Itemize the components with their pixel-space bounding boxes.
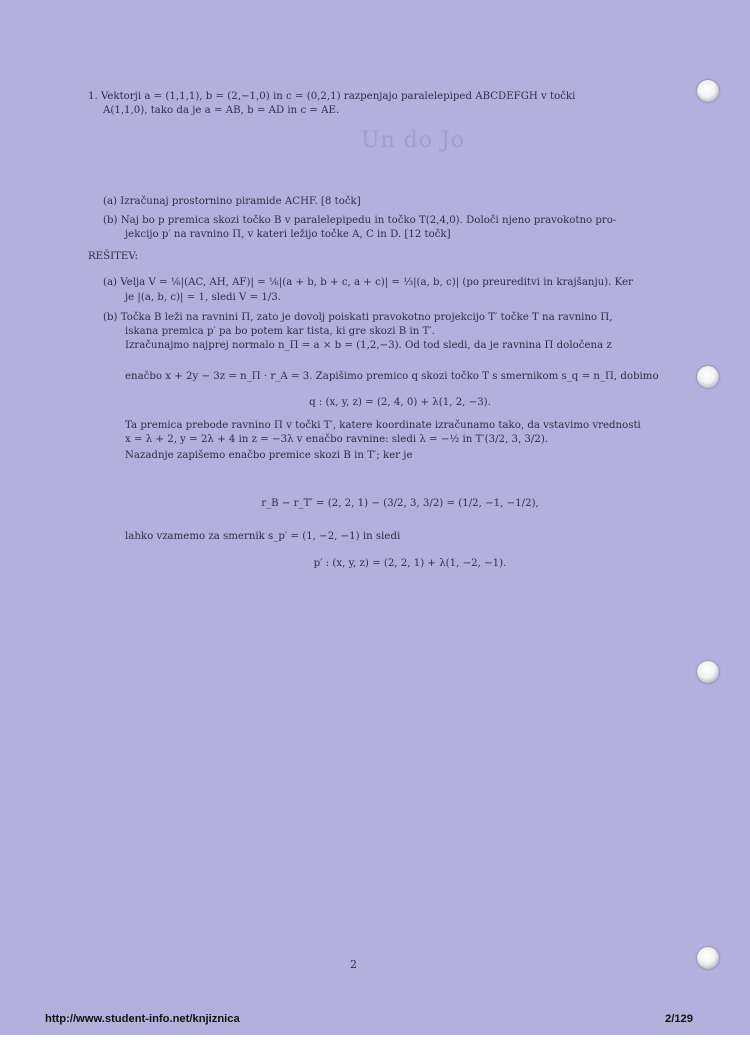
solution-b-line-3: Izračunajmo najprej normalo n_Π = a × b = (1,2,−3). Od tod sledi, da je ravnina Π določena z bbox=[125, 340, 612, 351]
solution-a-line-1: (a) Velja V = ⅙|(AC, AH, AF)| = ⅙|(a + b, b + c, a + c)| = ⅓|(a, b, c)| (po preureditvi in krajšanju). Ker bbox=[103, 277, 633, 288]
solution-b-line-5: Ta premica prebode ravnino Π v točki T′, katere koordinate izračunamo tako, da vstavimo vrednosti bbox=[125, 420, 641, 431]
solution-b-line-6: x = λ + 2, y = 2λ + 4 in z = −3λ v enačbo ravnine: sledi λ = −½ in T′(3/2, 3, 3/2). bbox=[125, 434, 549, 445]
equation-q: q : (x, y, z) = (2, 4, 0) + λ(1, 2, −3). bbox=[309, 397, 491, 408]
solution-b-line-7: Nazadnje zapišemo enačbo premice skozi B in T′; ker je bbox=[125, 450, 413, 461]
equation-p-prime: p′ : (x, y, z) = (2, 2, 1) + λ(1, −2, −1). bbox=[313, 558, 507, 569]
task-b-line-2: jekcijo p′ na ravnino Π, v kateri ležijo točke A, C in D. [12 točk] bbox=[125, 229, 451, 240]
solution-b-line-1: (b) Točka B leži na ravnini Π, zato je dovolj poiskati pravokotno projekcijo T′ točke T na ravnino Π, bbox=[103, 312, 613, 323]
punch-hole bbox=[697, 366, 719, 388]
solution-a-line-2: je |(a, b, c)| = 1, sledi V = 1/3. bbox=[125, 292, 282, 303]
punch-hole bbox=[697, 661, 719, 683]
page-number: 2 bbox=[350, 958, 357, 971]
solution-b-line-2: iskana premica p′ pa bo potem kar tista, ki gre skozi B in T′. bbox=[125, 326, 435, 337]
bleed-through-heading: Un do Jo bbox=[360, 128, 466, 153]
problem-line-2: A(1,1,0), tako da je a = AB, b = AD in c = AE. bbox=[103, 105, 340, 116]
equation-r: r_B − r_T′ = (2, 2, 1) − (3/2, 3, 3/2) = (1/2, −1, −1/2), bbox=[261, 498, 539, 509]
solution-b-line-4: enačbo x + 2y − 3z = n_Π · r_A = 3. Zapišimo premico q skozi točko T s smernikom s_q = n_Π, dobimo bbox=[125, 371, 659, 382]
solution-b-line-8: lahko vzamemo za smernik s_p′ = (1, −2, −1) in sledi bbox=[125, 531, 401, 542]
footer-url-link[interactable]: http://www.student-info.net/knjiznica bbox=[45, 1013, 240, 1025]
task-b-line-1: (b) Naj bo p premica skozi točko B v paralelepipedu in točko T(2,4,0). Določi njeno pravokotno pro- bbox=[103, 215, 617, 226]
solution-heading: REŠITEV: bbox=[88, 251, 139, 262]
problem-line-1: 1. Vektorji a = (1,1,1), b = (2,−1,0) in c = (0,2,1) razpenjajo paralelepiped ABCDEFGH v točki bbox=[88, 91, 576, 102]
punch-hole bbox=[697, 947, 719, 969]
punch-hole bbox=[697, 80, 719, 102]
footer-page-count: 2/129 bbox=[665, 1013, 693, 1025]
task-a: (a) Izračunaj prostornino piramide ACHF. [8 točk] bbox=[103, 196, 361, 207]
